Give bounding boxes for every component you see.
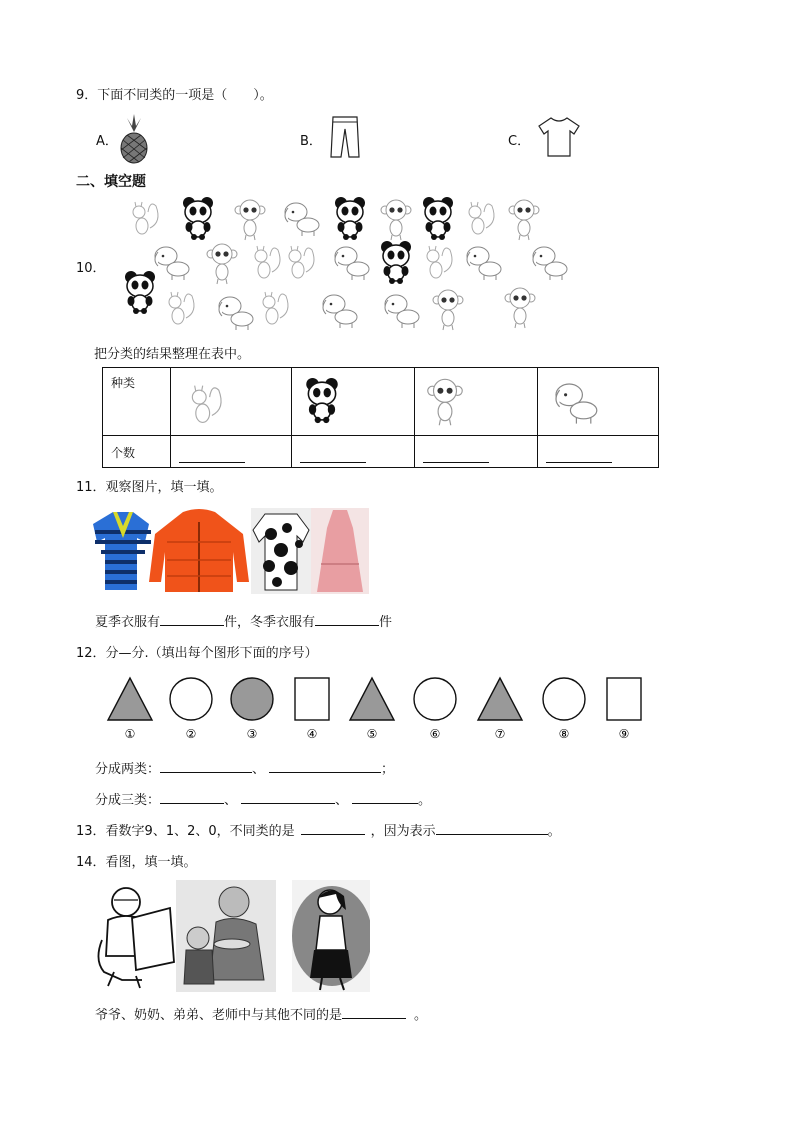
- count-blank-monkey[interactable]: [415, 436, 538, 468]
- grandma-boy-image: [176, 880, 276, 992]
- shapes-row: [102, 672, 650, 744]
- shape-1-triangle-gray: [108, 678, 152, 720]
- q9-option-b-letter: B．: [300, 134, 322, 149]
- shape-8-circle-white: [543, 678, 585, 720]
- shape-7-triangle-gray: [478, 678, 522, 720]
- people-picture: [92, 880, 370, 992]
- count-blank-puppy[interactable]: [538, 436, 659, 468]
- shape-label-4: ④: [306, 727, 318, 741]
- q9-text: 9．下面不同类的一项是（ ）。: [76, 88, 273, 103]
- summer-shirt-image: [93, 512, 151, 590]
- floral-shirt-image: [251, 508, 311, 594]
- shape-label-9: ⑨: [618, 727, 630, 741]
- q14-text: 14．看图，填一填。: [76, 855, 197, 870]
- q9-option-c-letter: C．: [508, 134, 531, 149]
- separator: 、: [252, 762, 266, 777]
- q12-text: 12．分—分.（填出每个图形下面的序号）: [76, 646, 318, 661]
- q13-end: 。: [547, 824, 561, 839]
- shape-4-rectangle: [295, 678, 329, 720]
- q11-answer-line: [95, 611, 392, 630]
- tshirt-icon: [537, 116, 581, 158]
- table-header-kind: 种类: [103, 368, 171, 436]
- winter-count-blank[interactable]: [315, 613, 379, 626]
- animal-picture: [118, 188, 580, 338]
- pink-dress-image: [311, 508, 369, 594]
- q11-text: 11．观察图片，填一填。: [76, 480, 223, 495]
- classification-table: [102, 367, 659, 468]
- count-blank-panda[interactable]: [292, 436, 415, 468]
- q10-number: 10．: [76, 261, 106, 276]
- two-groups-blank-1[interactable]: [160, 760, 252, 773]
- summer-count-blank[interactable]: [160, 613, 224, 626]
- shape-label-8: ⑧: [558, 727, 570, 741]
- table-header-count: 个数: [103, 436, 171, 468]
- table-cell-monkey: [415, 368, 538, 436]
- section-title: 二、填空题: [76, 174, 146, 190]
- pineapple-icon: [117, 114, 151, 164]
- three-groups-blank-2[interactable]: [241, 791, 335, 804]
- two-groups-line: [95, 758, 394, 777]
- q13-blank-2[interactable]: [436, 822, 548, 835]
- trousers-icon: [329, 115, 361, 159]
- q9-option-a-letter: A．: [96, 134, 118, 149]
- count-blank-squirrel[interactable]: [171, 436, 292, 468]
- teacher-image: [292, 880, 370, 992]
- squirrel-icon: [171, 368, 291, 432]
- shape-6-circle-white: [414, 678, 456, 720]
- shape-label-7: ⑦: [494, 727, 506, 741]
- q11-summer-label: 夏季衣服有: [95, 615, 161, 630]
- shape-2-circle-white: [170, 678, 212, 720]
- q13-mid: ，因为表示: [370, 824, 436, 839]
- q11-unit1: 件，冬季衣服有: [224, 615, 316, 630]
- shape-label-1: ①: [124, 727, 136, 741]
- q13-line: [76, 820, 561, 839]
- shape-label-5: ⑤: [366, 727, 378, 741]
- two-groups-blank-2[interactable]: [269, 760, 381, 773]
- table-cell-puppy: [538, 368, 659, 436]
- shape-label-6: ⑥: [429, 727, 441, 741]
- puppy-icon: [538, 368, 658, 432]
- two-groups-label: 分成两类：: [95, 762, 161, 777]
- q10-instruction: 把分类的结果整理在表中。: [94, 347, 251, 362]
- q13-text: 13．看数字9、1、2、0，不同类的是: [76, 824, 295, 839]
- shape-5-triangle-gray: [350, 678, 394, 720]
- shape-9-rectangle: [607, 678, 641, 720]
- shape-3-circle-gray: [231, 678, 273, 720]
- q14-end: 。: [414, 1008, 428, 1023]
- winter-jacket-image: [149, 509, 249, 592]
- clothes-picture: [93, 508, 369, 594]
- three-groups-blank-3[interactable]: [352, 791, 418, 804]
- q14-answer-line: [95, 1004, 427, 1023]
- grandpa-image: [98, 888, 174, 988]
- table-cell-panda: [292, 368, 415, 436]
- q14-blank[interactable]: [342, 1006, 406, 1019]
- monkey-icon: [415, 368, 537, 432]
- period: 。: [418, 793, 432, 808]
- shape-label-2: ②: [185, 727, 197, 741]
- three-groups-line: [95, 789, 431, 808]
- semicolon: ；: [381, 762, 395, 777]
- q11-unit2: 件: [379, 615, 393, 630]
- panda-icon: [292, 368, 414, 432]
- shape-label-3: ③: [246, 727, 258, 741]
- q14-answer-label: 爷爷、奶奶、弟弟、老师中与其他不同的是: [95, 1008, 343, 1023]
- separator: 、: [335, 793, 349, 808]
- three-groups-label: 分成三类：: [95, 793, 161, 808]
- table-cell-squirrel: [171, 368, 292, 436]
- q13-blank-1[interactable]: [301, 822, 365, 835]
- three-groups-blank-1[interactable]: [160, 791, 224, 804]
- separator: 、: [224, 793, 238, 808]
